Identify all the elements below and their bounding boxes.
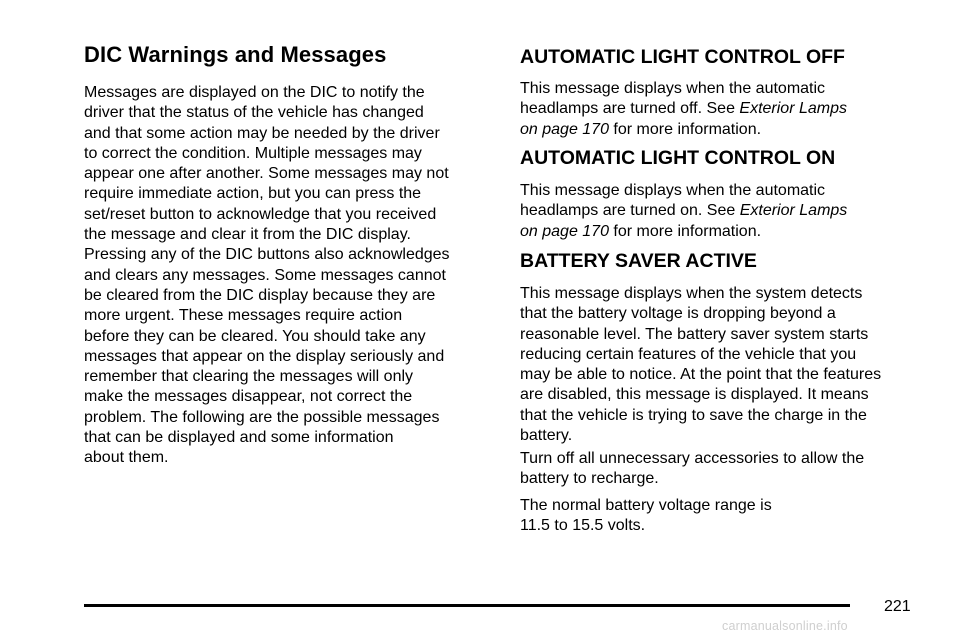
section-paragraph-auto-light-off	[520, 79, 847, 140]
paragraph-line: appear one after another. Some messages may not	[84, 165, 449, 183]
paragraph-line: the message and clear it from the DIC display.	[84, 226, 411, 244]
paragraph-line: Turn off all unnecessary accessories to allow the	[520, 450, 865, 467]
paragraph-line: reducing certain features of the vehicle that you	[520, 345, 857, 363]
cross-reference-link[interactable]: Exterior Lamps	[739, 100, 847, 118]
line-text: for more information.	[608, 222, 762, 240]
paragraph-line: set/reset button to acknowledge that you received	[84, 205, 437, 223]
footer-rule	[84, 604, 850, 607]
cross-reference-link[interactable]: on page 170	[520, 120, 609, 138]
battery-paragraph-3	[520, 496, 772, 537]
paragraph-line: may be able to notice. At the point that the features	[520, 366, 882, 384]
paragraph-line: to correct the condition. Multiple messages may	[84, 144, 422, 162]
paragraph-line: remember that clearing the messages will only	[84, 368, 414, 386]
paragraph-line: Messages are displayed on the DIC to notify the	[84, 84, 425, 101]
paragraph-line: be cleared from the DIC display because they are	[84, 286, 436, 304]
line-text: headlamps are turned on. See	[520, 202, 740, 220]
section-title-auto-light-off: AUTOMATIC LIGHT CONTROL OFF	[520, 46, 845, 68]
paragraph-line: 11.5 to 15.5 volts.	[520, 517, 646, 535]
paragraph-line: make the messages disappear, not correct the	[84, 388, 413, 406]
paragraph-line: This message displays when the automatic	[520, 80, 826, 97]
watermark: carmanualsonline.info	[722, 619, 848, 633]
paragraph-line: more urgent. These messages require action	[84, 307, 403, 325]
section-title-battery-saver: BATTERY SAVER ACTIVE	[520, 250, 757, 272]
line-text: for more information.	[608, 120, 762, 138]
page-number: 221	[884, 598, 911, 615]
page-title: DIC Warnings and Messages	[84, 42, 387, 67]
paragraph-line: battery.	[520, 427, 573, 445]
paragraph-line	[520, 99, 847, 119]
paragraph-line	[520, 201, 847, 221]
intro-paragraph	[84, 83, 450, 469]
paragraph-line: reasonable level. The battery saver system starts	[520, 325, 869, 343]
paragraph-line: battery to recharge.	[520, 470, 659, 488]
paragraph-line	[520, 120, 847, 140]
paragraph-line: and clears any messages. Some messages cannot	[84, 266, 446, 284]
section-title-auto-light-on: AUTOMATIC LIGHT CONTROL ON	[520, 147, 836, 169]
paragraph-line: require immediate action, but you can press the	[84, 185, 422, 203]
cross-reference-link[interactable]: on page 170	[520, 222, 609, 240]
battery-paragraph-2	[520, 449, 864, 490]
paragraph-line: that can be displayed and some information	[84, 429, 394, 447]
battery-paragraph-1	[520, 284, 881, 446]
paragraph-line: driver that the status of the vehicle has changed	[84, 104, 424, 122]
paragraph-line: This message displays when the system detects	[520, 285, 863, 302]
paragraph-line: are disabled, this message is displayed. It means	[520, 386, 869, 404]
paragraph-line: problem. The following are the possible messages	[84, 408, 440, 426]
paragraph-line: that the vehicle is trying to save the charge in the	[520, 406, 867, 424]
paragraph-line: and that some action may be needed by the driver	[84, 124, 440, 142]
paragraph-line	[520, 222, 847, 242]
cross-reference-link[interactable]: Exterior Lamps	[739, 202, 848, 220]
paragraph-line: that the battery voltage is dropping beyond a	[520, 305, 836, 323]
paragraph-line: about them.	[84, 449, 169, 467]
paragraph-line: This message displays when the automatic	[520, 182, 826, 199]
paragraph-line: before they can be cleared. You should take any	[84, 327, 426, 345]
paragraph-line: The normal battery voltage range is	[520, 497, 772, 514]
paragraph-line: Pressing any of the DIC buttons also acknowledges	[84, 246, 450, 264]
line-text: headlamps are turned off. See	[520, 100, 740, 118]
paragraph-line: messages that appear on the display seriously and	[84, 347, 445, 365]
section-paragraph-auto-light-on	[520, 181, 847, 242]
